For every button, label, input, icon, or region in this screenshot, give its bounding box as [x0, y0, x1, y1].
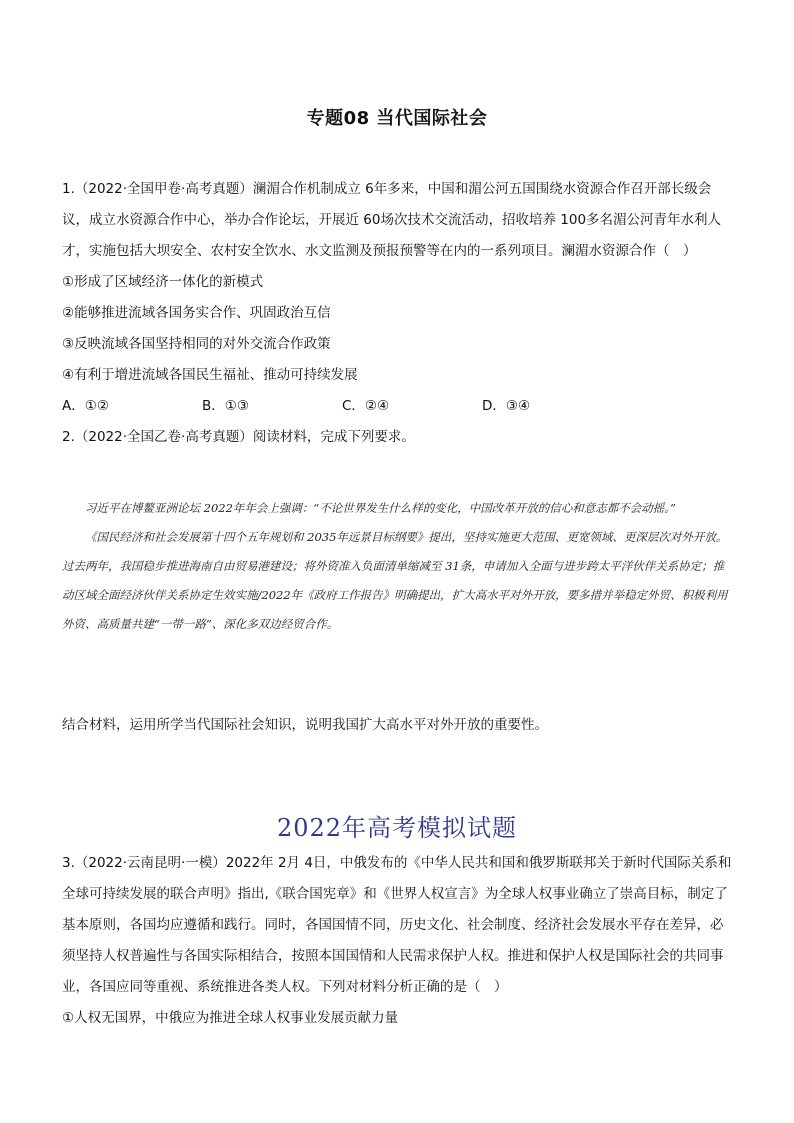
material-paragraph: 《国民经济和社会发展第十四个五年规划和 2035年远景目标纲要》提出，坚持实施更大范围、更宽领域、更深层次对外开放。过去两年，我国稳步推进海南自由贸易港建设；将外资准入负面清单缩减至 31条，申请加入全面与进步跨太平洋伙伴关系协定；推动区域全面经济伙伴关系协定生效实施/2022年《政府工作报告》明确提出，扩大高水平对外开放，要多措并举稳定外贸、积极利用外资、高质量共建“一带一路”、深化多双边经贸合作。 — [62, 530, 728, 631]
question-2-task: 结合材料，运用所学当代国际社会知识，说明我国扩大高水平对外开放的重要性。 — [62, 717, 548, 733]
option-d[interactable]: D．③④ — [482, 398, 531, 414]
option-a[interactable]: A．①② — [62, 398, 109, 414]
question-2-task-block — [62, 710, 734, 741]
option-c[interactable]: C．②④ — [342, 398, 390, 414]
question-1 — [62, 174, 734, 453]
material-paragraph: 习近平在博鳌亚洲论坛 2022年年会上强调：“不论世界发生什么样的变化，中国改革开放的信心和意志都不会动摇。” — [85, 501, 676, 515]
question-1-options — [62, 391, 734, 422]
option-b[interactable]: B．①③ — [202, 398, 249, 414]
question-2-material — [62, 494, 734, 639]
question-3-stem: 3.（2022·云南昆明·一模）2022年 2月 4日，中俄发布的《中华人民共和国和俄罗斯联邦关于新时代国际关系和全球可持续发展的联合声明》指出,《联合国宪章》和《世界人权宣言》为全球人权事业确立了崇高目标，制定了基本原则，各国均应遵循和践行。同时，各国国情不同，历史文化、社会制度、经济社会发展水平存在差异，必须坚持人权普遍性与各国实际相结合，按照本国国情和人民需求保护人权。推进和保护人权是国际社会的共同事业，各国应同等重视、系统推进各类人权。下列对材料分析正确的是（ ） — [62, 855, 732, 995]
question-3 — [62, 848, 734, 1034]
question-2-stem: 2.（2022·全国乙卷·高考真题）阅读材料，完成下列要求。 — [62, 429, 415, 445]
question-1-item: ②能够推进流域各国务实合作、巩固政治互信 — [62, 305, 331, 321]
question-1-stem: 1.（2022·全国甲卷·高考真题）澜湄合作机制成立 6年多来，中国和湄公河五国围绕水资源合作召开部长级会议，成立水资源合作中心，举办合作论坛，开展近 60场次技术交流活动，招收培养 100多名湄公河青年水利人才，实施包括大坝安全、农村安全饮水、水文监测及预报预警等在内的一系列项目。澜湄水资源合作（ ） — [62, 181, 722, 259]
question-1-item: ③反映流域各国坚持相同的对外交流合作政策 — [62, 336, 331, 352]
question-3-item: ①人权无国界，中俄应为推进全球人权事业发展贡献力量 — [62, 1010, 399, 1026]
section-title: 2022年高考模拟试题 — [276, 814, 518, 842]
page-title: 专题08 当代国际社会 — [306, 108, 488, 129]
question-1-item: ①形成了区域经济一体化的新模式 — [62, 274, 264, 290]
question-1-item: ④有利于增进流域各国民生福祉、推动可持续发展 — [62, 367, 358, 383]
